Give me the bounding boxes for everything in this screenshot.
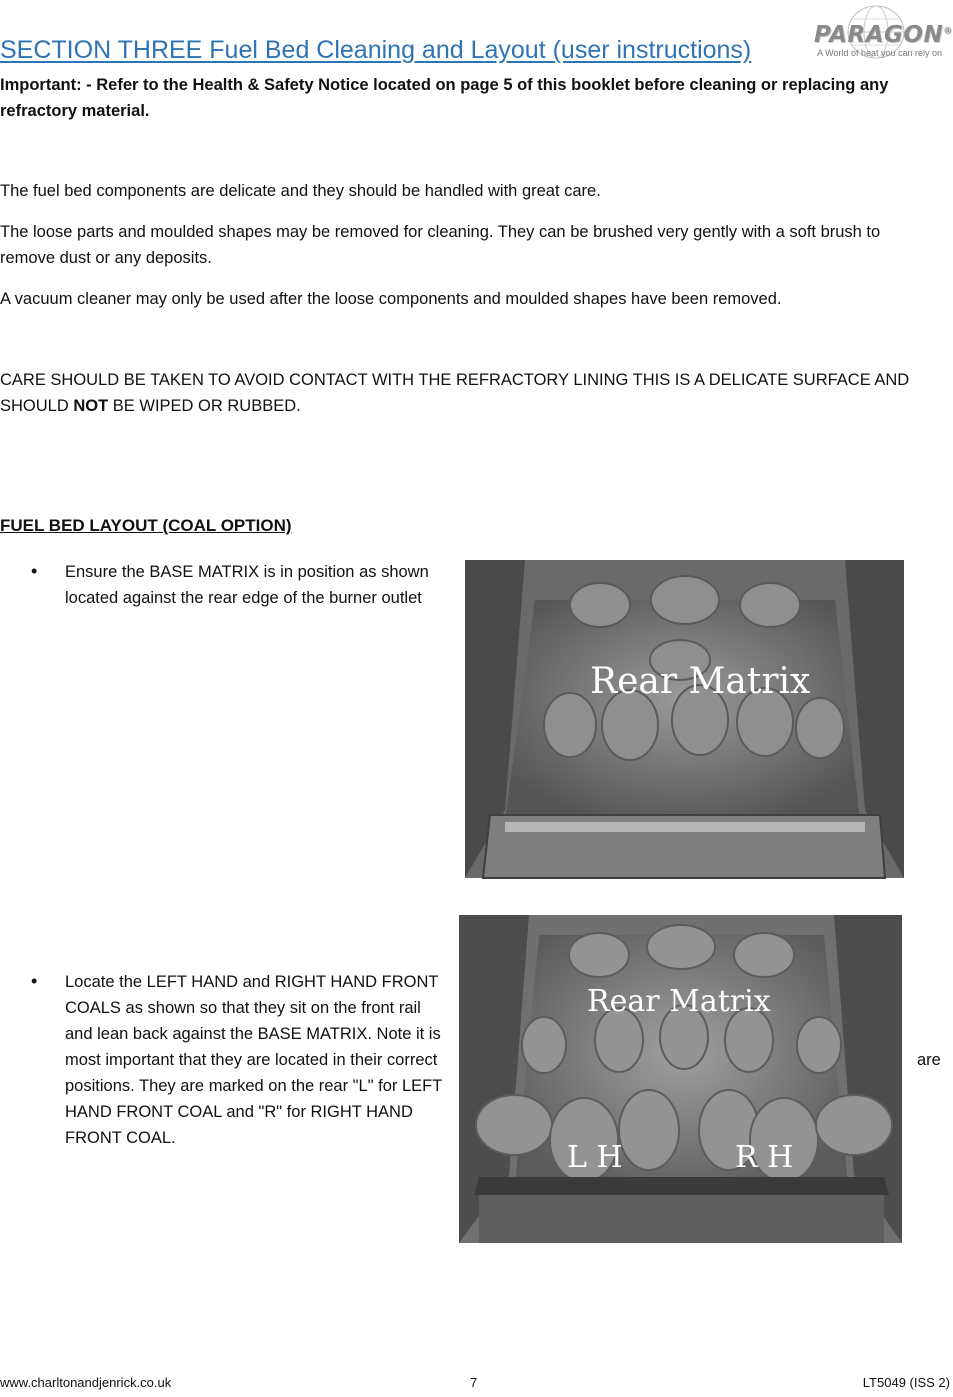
important-notice: Important: - Refer to the Health & Safety Notice located on page 5 of this booklet before cleaning or replacing any refractory material. [0,76,889,120]
bullet-base-matrix: Ensure the BASE MATRIX is in position as shown located against the rear edge of the burner outlet [65,563,429,607]
logo-name: PARAGON® [814,22,953,48]
footer-page-number: 7 [470,1375,478,1390]
footer-doc-ref: LT5049 (ISS 2) [862,1375,950,1390]
caution-emphasis: NOT [73,397,109,415]
paragon-logo [814,2,953,68]
bullet-marker: • [31,971,38,991]
paragraph-vacuum: A vacuum cleaner may only be used after the loose components and moulded shapes have been removed. [0,290,782,308]
photo-label-rear-matrix: Rear Matrix [587,984,771,1019]
rear-matrix-photo [465,560,904,878]
paragraph-loose-parts: The loose parts and moulded shapes may be removed for cleaning. They can be brushed very gently with a soft brush to remove dust or any deposits. [0,223,881,267]
caution-text-end: BE WIPED OR RUBBED. [108,397,301,415]
caution-paragraph [0,367,930,419]
bullet-marker: • [31,561,38,581]
caution-text: CARE SHOULD BE TAKEN TO AVOID CONTACT WITH THE REFRACTORY LINING THIS IS A DELICATE SURFACE AND SHOULD [0,371,910,415]
logo-tagline: A World of heat you can rely on [817,48,942,58]
front-coals-photo [459,915,902,1243]
photo-label-right-hand: R H [735,1140,794,1175]
paragraph-delicate: The fuel bed components are delicate and they should be handled with great care. [0,182,601,200]
fuel-bed-layout-heading: FUEL BED LAYOUT (COAL OPTION) [0,516,292,535]
footer-website: www.charltonandjenrick.co.uk [0,1375,172,1390]
page-title: SECTION THREE Fuel Bed Cleaning and Layout (user instructions) [0,36,752,64]
bullet-front-coals: Locate the LEFT HAND and RIGHT HAND FRONT COALS as shown so that they sit on the front rail and lean back against the BASE MATRIX. Note it is most important that they are located in their correct positions. They are marked on the rear "L" for LEFT HAND FRONT COAL and "R" for RIGHT HAND FRONT COAL. [65,973,443,1147]
bullet-stray-word: are [917,1051,941,1069]
photo-label-left-hand: L H [567,1140,623,1175]
photo-label-rear-matrix: Rear Matrix [590,661,811,702]
